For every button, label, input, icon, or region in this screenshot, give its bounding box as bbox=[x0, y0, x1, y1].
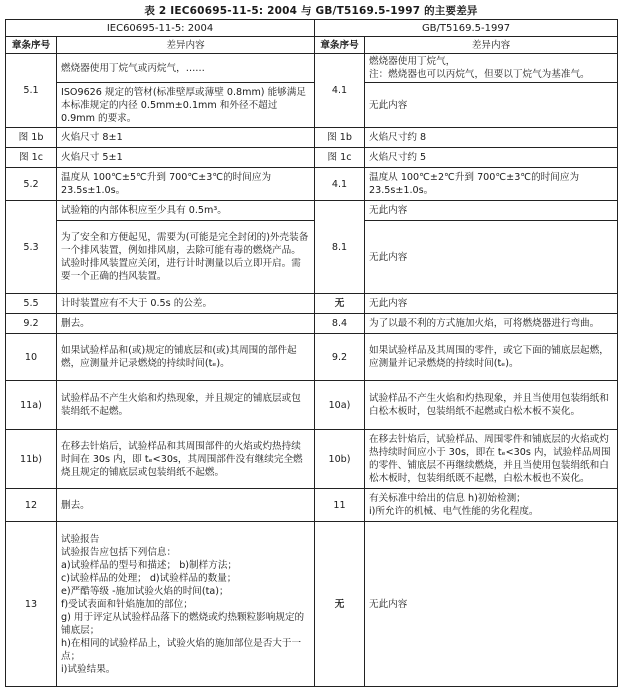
table-row bbox=[6, 148, 618, 168]
right-diff: 无此内容 bbox=[365, 522, 618, 687]
right-clause: 图 1c bbox=[315, 148, 365, 168]
right-clause: 4.1 bbox=[315, 168, 365, 201]
right-clause: 4.1 bbox=[315, 54, 365, 128]
right-diff: 火焰尺寸约 8 bbox=[365, 128, 618, 148]
report-line: c)试验样品的处理； d)试验样品的数量； bbox=[61, 572, 237, 584]
left-clause: 图 1b bbox=[6, 128, 57, 148]
right-clause: 无 bbox=[315, 294, 365, 314]
left-clause: 10 bbox=[6, 334, 57, 381]
table-row bbox=[6, 334, 618, 381]
table-row bbox=[6, 314, 618, 334]
right-clause: 11 bbox=[315, 489, 365, 522]
left-clause: 5.2 bbox=[6, 168, 57, 201]
right-diff-note: 注：燃烧器也可以丙烷气，但要以丁烷气为基准气。 bbox=[369, 69, 590, 80]
left-diff: 如果试验样品和(或)规定的铺底层和(或)其周围的部件起燃，应测量并记录燃烧的持续时间(tₑ)。 bbox=[57, 334, 315, 381]
left-diff: 试验样品不产生火焰和灼热现象，并且规定的铺底层或包装绢纸不起燃。 bbox=[57, 381, 315, 430]
right-diff bbox=[365, 489, 618, 522]
report-line: e)严酷等级 -施加试验火焰的时间(ta)； bbox=[61, 585, 229, 597]
table-row bbox=[6, 168, 618, 201]
report-line: h)在相同的试验样品上，试验火焰的施加部位是否大于一点； bbox=[61, 637, 302, 662]
right-diff: 为了以最不利的方式施加火焰，可将燃烧器进行弯曲。 bbox=[365, 314, 618, 334]
table-row bbox=[6, 381, 618, 430]
table-row bbox=[6, 430, 618, 489]
header-col-diff: 差异内容 bbox=[57, 37, 315, 54]
table-row bbox=[6, 522, 618, 687]
left-diff: 火焰尺寸 8±1 bbox=[57, 128, 315, 148]
right-clause: 无 bbox=[315, 522, 365, 687]
table-row bbox=[6, 201, 618, 221]
table-row bbox=[6, 489, 618, 522]
left-diff: 删去。 bbox=[57, 489, 315, 522]
left-diff: 火焰尺寸 5±1 bbox=[57, 148, 315, 168]
right-diff: 无此内容 bbox=[365, 201, 618, 221]
right-clause: 8.4 bbox=[315, 314, 365, 334]
report-line: f)受试表面和针焰施加的部位； bbox=[61, 598, 193, 610]
right-clause: 10b) bbox=[315, 430, 365, 489]
right-diff-line: 有关标准中给出的信息 h)初始检测； bbox=[369, 493, 526, 504]
right-diff: 温度从 100℃±2℃升到 700℃±3℃的时间应为 23.5s±1.0s。 bbox=[365, 168, 618, 201]
right-diff: 无此内容 bbox=[365, 294, 618, 314]
table-row bbox=[6, 294, 618, 314]
left-diff: 删去。 bbox=[57, 314, 315, 334]
table-title: 表 2 IEC60695-11-5: 2004 与 GB/T5169.5-1997 的主要差异 bbox=[144, 5, 478, 17]
right-diff: 无此内容 bbox=[365, 83, 618, 128]
table-row bbox=[6, 128, 618, 148]
left-diff: ISO9626 规定的管材(标准壁厚或薄壁 0.8mm) 能够满足本标准规定的内径 0.5mm±0.1mm 和外径不超过 0.9mm 的要求。 bbox=[57, 83, 315, 128]
report-line: g) 用于评定从试验样品落下的燃烧或灼热颗粒影响规定的铺底层； bbox=[61, 611, 305, 636]
table-row bbox=[6, 221, 618, 294]
table-row bbox=[6, 83, 618, 128]
right-diff: 试验样品不产生火焰和灼热现象，并且当使用包装绢纸和白松木板时，包装绢纸不起燃或白松木板不炭化。 bbox=[365, 381, 618, 430]
right-clause: 10a) bbox=[315, 381, 365, 430]
report-line: 试验报告 bbox=[61, 533, 100, 545]
report-line: 试验报告应包括下列信息： bbox=[61, 546, 177, 558]
header-col-diff-right: 差异内容 bbox=[365, 37, 618, 54]
left-clause: 11b) bbox=[6, 430, 57, 489]
left-clause: 9.2 bbox=[6, 314, 57, 334]
left-diff: 试验箱的内部体积应至少具有 0.5m³。 bbox=[57, 201, 315, 221]
right-diff-line: i)所允许的机械、电气性能的劣化程度。 bbox=[369, 506, 539, 517]
right-diff-line: 燃烧器使用丁烷气， bbox=[369, 56, 456, 67]
table-row bbox=[6, 54, 618, 83]
differences-table bbox=[5, 19, 618, 687]
header-right-standard: GB/T5169.5-1997 bbox=[315, 20, 618, 37]
left-clause: 图 1c bbox=[6, 148, 57, 168]
left-diff: 计时装置应有不大于 0.5s 的公差。 bbox=[57, 294, 315, 314]
header-left-standard: IEC60695-11-5: 2004 bbox=[6, 20, 315, 37]
right-diff: 在移去针焰后，试验样品、周围零件和铺底层的火焰或灼热持续时间应小于 30s，即在 tₑ<30s 内，试验样品周围的零件、铺底层不再继续燃烧，并且当使用包装绢纸和白松木板时，包装绢纸既不起燃，白松木板也不炭化。 bbox=[365, 430, 618, 489]
right-diff bbox=[365, 54, 618, 83]
report-line: a)试验样品的型号和描述； b)制样方法； bbox=[61, 559, 238, 571]
left-clause: 5.5 bbox=[6, 294, 57, 314]
left-diff: 在移去针焰后，试验样品和其周围部件的火焰或灼热持续时间在 30s 内，即 tₑ<30s，其周围部件没有继续完全燃烧且规定的铺底层或包装绢纸不起燃。 bbox=[57, 430, 315, 489]
right-diff: 如果试验样品及其周围的零件，或它下面的铺底层起燃，应测量并记录燃烧的持续时间(tₑ)。 bbox=[365, 334, 618, 381]
left-diff: 燃烧器使用丁烷气或丙烷气，…… bbox=[57, 54, 315, 83]
right-clause: 9.2 bbox=[315, 334, 365, 381]
left-clause: 5.3 bbox=[6, 201, 57, 294]
left-diff bbox=[57, 522, 315, 687]
left-diff: 为了安全和方便起见，需要为(可能是完全封闭的)外壳装备一个排风装置，例如排风扇，去除可能有毒的燃烧产品。试验时排风装置应关闭，进行计时测量以后立即开启。需要一个正确的挡风装置。 bbox=[57, 221, 315, 294]
header-col-num: 章条序号 bbox=[6, 37, 57, 54]
right-clause: 图 1b bbox=[315, 128, 365, 148]
report-line: i)试验结果。 bbox=[61, 663, 116, 675]
right-clause: 8.1 bbox=[315, 201, 365, 294]
right-diff: 火焰尺寸约 5 bbox=[365, 148, 618, 168]
left-clause: 13 bbox=[6, 522, 57, 687]
left-diff: 温度从 100℃±5℃升到 700℃±3℃的时间应为 23.5s±1.0s。 bbox=[57, 168, 315, 201]
left-clause: 12 bbox=[6, 489, 57, 522]
header-col-num-right: 章条序号 bbox=[315, 37, 365, 54]
right-diff: 无此内容 bbox=[365, 221, 618, 294]
left-clause: 11a) bbox=[6, 381, 57, 430]
left-clause: 5.1 bbox=[6, 54, 57, 128]
